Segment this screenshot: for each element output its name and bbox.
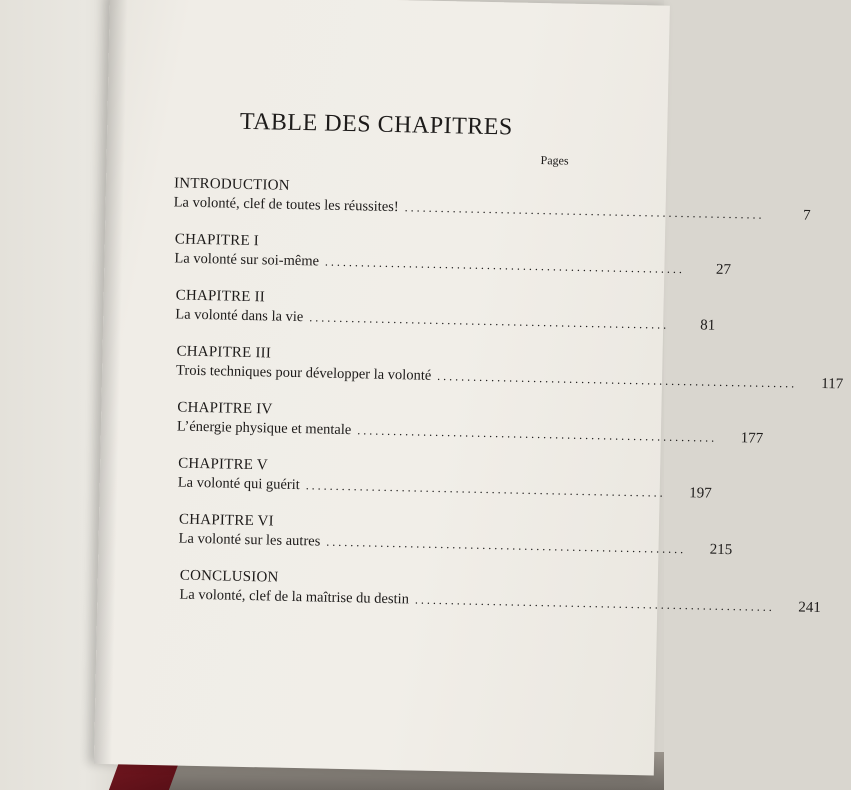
- toc-entry-page-number: 215: [709, 541, 733, 559]
- toc-entry-page-number: 7: [802, 207, 811, 224]
- toc-entry-subtitle: La volonté sur les autres: [178, 530, 321, 550]
- toc-entry: [177, 455, 712, 502]
- toc-entry-page-number: 241: [798, 599, 821, 617]
- dot-leader: ............................................................: [305, 478, 666, 500]
- dot-leader: ............................................................: [437, 368, 798, 391]
- toc-title: TABLE DES CHAPITRES: [239, 108, 514, 141]
- toc-entry-subtitle: Trois techniques pour développer la volonté: [175, 362, 432, 384]
- toc-entry-heading: CHAPITRE I: [174, 231, 260, 250]
- toc-entry-page-number: 81: [700, 317, 716, 334]
- dot-leader: ............................................................: [357, 423, 718, 445]
- toc-entry-heading: CONCLUSION: [179, 567, 279, 586]
- right-page: [94, 0, 844, 776]
- toc-entry-subtitle: La volonté, clef de la maîtrise du destin: [179, 586, 410, 608]
- toc-entry: [173, 174, 811, 224]
- toc-entry-subtitle: L’énergie physique et mentale: [176, 418, 352, 439]
- pages-column-label: Pages: [540, 153, 569, 168]
- toc-entry-page-number: 177: [740, 430, 764, 447]
- dot-leader: ............................................................: [326, 534, 687, 557]
- toc-entry-heading: CHAPITRE III: [176, 343, 272, 362]
- toc-entry-page-number: 117: [821, 375, 844, 393]
- toc-entry-heading: CHAPITRE IV: [177, 399, 273, 418]
- toc-entries: [165, 174, 844, 617]
- toc-entry-heading: CHAPITRE II: [175, 287, 266, 306]
- toc-entry-heading: CHAPITRE V: [178, 455, 268, 474]
- toc-entry-page-number: 197: [689, 485, 712, 502]
- toc-entry-subtitle: La volonté, clef de toutes les réussites!: [173, 194, 399, 216]
- toc-entry: [174, 230, 732, 279]
- toc-entry: [176, 399, 764, 447]
- table-of-contents: [165, 107, 844, 630]
- dot-leader: ............................................................: [414, 592, 775, 615]
- toc-entry-subtitle: La volonté dans la vie: [175, 306, 304, 326]
- dot-leader: ............................................................: [404, 200, 765, 222]
- toc-entry-subtitle: La volonté sur soi-même: [174, 250, 320, 270]
- toc-entry: [175, 342, 844, 393]
- toc-entry-subtitle: La volonté qui guérit: [177, 474, 300, 494]
- toc-entry-heading: INTRODUCTION: [173, 175, 290, 194]
- toc-entry: [179, 567, 821, 617]
- toc-entry: [175, 286, 716, 334]
- toc-entry: [178, 511, 733, 559]
- dot-leader: ............................................................: [324, 254, 686, 277]
- toc-entry-heading: CHAPITRE VI: [178, 511, 275, 530]
- dot-leader: ............................................................: [309, 310, 670, 332]
- toc-entry-page-number: 27: [715, 261, 732, 279]
